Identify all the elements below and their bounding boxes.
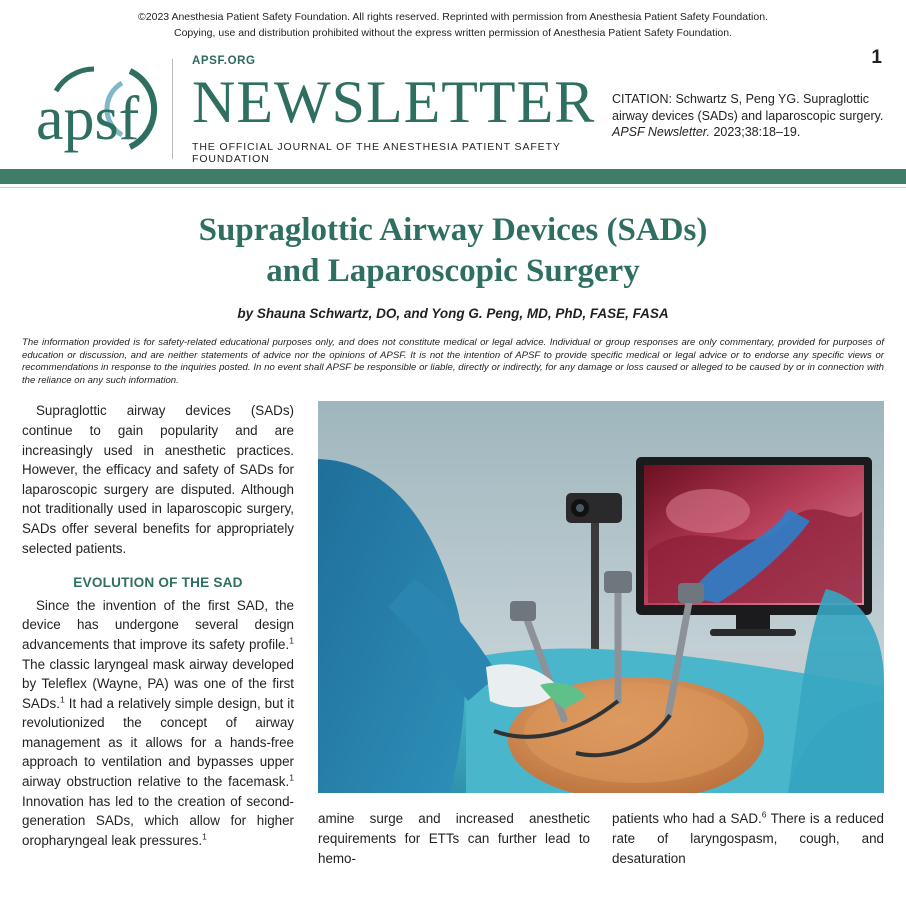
- thin-rule: [0, 187, 906, 188]
- masthead: [0, 47, 906, 165]
- citation-journal: APSF Newsletter.: [612, 125, 710, 139]
- para-seg-a: Since the invention of the first SAD, the device has undergone several design advancements that improve its safety profile.: [22, 597, 294, 652]
- svg-text:apsf: apsf: [36, 85, 140, 153]
- green-rule: [0, 169, 906, 184]
- paragraph-col-three: [612, 809, 884, 868]
- masthead-divider: [172, 59, 173, 159]
- citation-volume: 2023;38:18–19.: [713, 125, 801, 139]
- apsf-org-label: APSF.ORG: [192, 55, 256, 67]
- lower-columns: [318, 809, 884, 868]
- page-number: 1: [871, 47, 882, 68]
- section-heading: EVOLUTION OF THE SAD: [73, 575, 243, 591]
- paragraph-col-two: amine surge and increased anesthetic requirements for ETTs can further lead to hemo-: [318, 811, 590, 866]
- paragraph-intro: Supraglottic airway devices (SADs) continue to gain popularity and are increasingly used in anesthetic practices. However, the efficacy and safety of SADs for laparoscopic surgery are disputed. Although not traditionally used in laparoscopic surgery, SADs offer several benefits for appropriately selected patients.: [22, 403, 294, 556]
- citation-block: [612, 91, 884, 141]
- col3-seg-b: There is a reduced rate of laryngospasm, cough, and desaturation: [612, 811, 884, 866]
- article-title-line-2: and Laparoscopic Surgery: [266, 253, 640, 289]
- newsletter-wordmark: NEWSLETTER: [192, 69, 596, 135]
- footnote-ref-6: 6: [761, 809, 767, 820]
- copyright-notice: [0, 0, 906, 41]
- article-title-line-1: Supraglottic Airway Devices (SADs): [198, 212, 708, 248]
- masthead-tagline: THE OFFICIAL JOURNAL OF THE ANESTHESIA PATIENT SAFETY FOUNDATION: [192, 141, 561, 165]
- apsf-logo: [34, 61, 162, 157]
- column-one: [22, 401, 294, 850]
- col3-seg-a: patients who had a SAD.: [612, 811, 762, 827]
- article-byline: by Shauna Schwartz, DO, and Yong G. Peng, MD, PhD, FASE, FASA: [237, 306, 669, 321]
- copyright-line-2: Copying, use and distribution prohibited without the express written permission of Anesthesia Patient Safety Foundation.: [174, 27, 732, 39]
- para-seg-c: It had a relatively simple design, but it revolutionized the concept of airway management as it allows for a hands-free approach to ventilation and bypasses upper airway obstruction relative to the facemask.: [22, 695, 294, 790]
- footnote-ref-1: 1: [289, 635, 294, 646]
- article-title: [0, 210, 906, 292]
- paragraph-evolution: [22, 596, 294, 851]
- disclaimer-text: The information provided is for safety-related educational purposes only, and does not constitute medical or legal advice. Individual or group responses are only commentary, provided for purposes of education or discussion, and are neither statements of advice nor the opinions of APSF. It is not the intention of APSF to provide specific medical or legal advice or to endorse any specific views or recommendations in response to the inquiries posted. In no event shall APSF be responsible or liable, directly or indirectly, for any damage or loss caused or alleged to be caused by or in connection with the reliance on any such information.: [22, 337, 884, 386]
- column-two: [318, 809, 590, 868]
- citation-label: CITATION:: [612, 92, 672, 106]
- copyright-line-1: ©2023 Anesthesia Patient Safety Foundation. All rights reserved. Reprinted with permission from Anesthesia Patient Safety Foundation.: [138, 11, 768, 23]
- column-three: [612, 809, 884, 868]
- para-seg-d: Innovation has led to the creation of second-generation SADs, which allow for higher oropharyngeal leak pressures.: [22, 793, 294, 848]
- masthead-title-block: [192, 55, 596, 165]
- footnote-ref-3: 1: [289, 772, 294, 783]
- article-photo: [318, 401, 884, 793]
- para-seg-b: The classic laryngeal mask airway developed by Teleflex (Wayne, PA) was one of the first SADs.: [22, 656, 294, 711]
- footnote-ref-4: 1: [202, 831, 207, 842]
- article-body: [0, 401, 906, 881]
- citation-text: Schwartz S, Peng YG. Supraglottic airway devices (SADs) and laparoscopic surgery.: [612, 92, 884, 123]
- footnote-ref-2: 1: [59, 694, 65, 705]
